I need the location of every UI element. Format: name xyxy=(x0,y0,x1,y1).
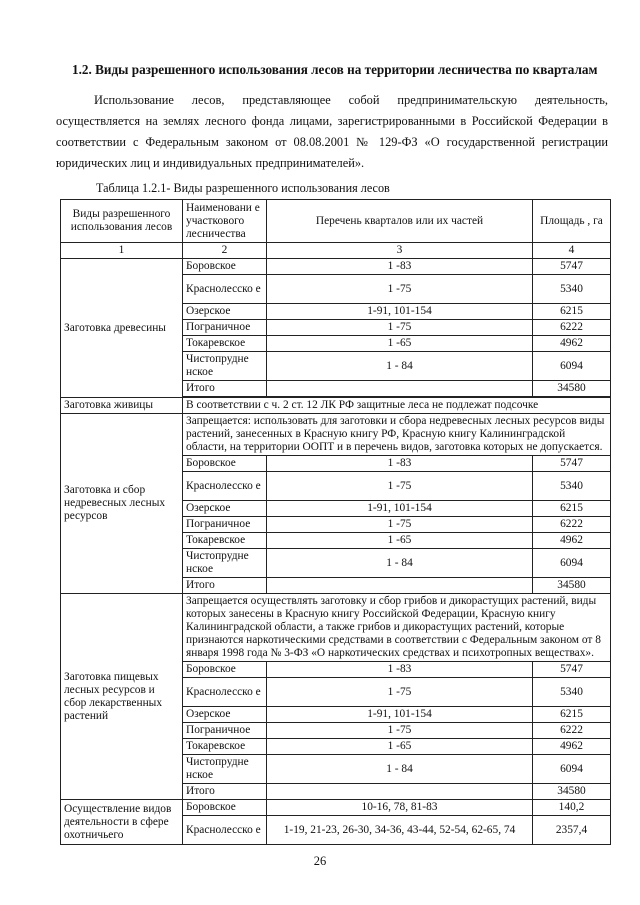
area-cell: 2357,4 xyxy=(533,816,611,845)
table-header-row xyxy=(61,200,611,243)
quarters-cell: 1 -65 xyxy=(267,739,533,755)
district-cell: Краснолесско е xyxy=(183,816,267,845)
table-row xyxy=(61,398,611,414)
header-use-type: Виды разрешенного использования лесов xyxy=(61,200,183,243)
area-cell: 6215 xyxy=(533,707,611,723)
use-type-food: Заготовка пищевых лесных ресурсов и сбор лекарственных растений xyxy=(61,594,183,800)
use-type-resin: Заготовка живицы xyxy=(61,398,183,414)
quarters-cell: 1 -75 xyxy=(267,517,533,533)
quarters-cell: 1-19, 21-23, 26-30, 34-36, 43-44, 52-54, 62-65, 74 xyxy=(267,816,533,845)
area-cell: 5747 xyxy=(533,456,611,472)
district-cell: Пограничное xyxy=(183,723,267,739)
district-cell: Чистопрудне нское xyxy=(183,755,267,784)
table-row xyxy=(61,800,611,816)
area-cell: 34580 xyxy=(533,578,611,594)
area-cell: 4962 xyxy=(533,739,611,755)
area-cell: 6222 xyxy=(533,320,611,336)
district-cell: Итого xyxy=(183,381,267,397)
forest-use-table xyxy=(60,199,611,845)
area-cell: 6094 xyxy=(533,352,611,381)
area-cell: 6094 xyxy=(533,549,611,578)
area-cell: 6222 xyxy=(533,517,611,533)
district-cell: Чистопрудне нское xyxy=(183,352,267,381)
quarters-cell: 1 - 84 xyxy=(267,549,533,578)
district-cell: Чистопрудне нское xyxy=(183,549,267,578)
column-number: 1 xyxy=(61,243,183,259)
area-cell: 5340 xyxy=(533,678,611,707)
district-cell: Пограничное xyxy=(183,320,267,336)
area-cell: 34580 xyxy=(533,784,611,800)
quarters-cell: 1-91, 101-154 xyxy=(267,501,533,517)
district-cell: Краснолесско е xyxy=(183,275,267,304)
area-cell: 34580 xyxy=(533,381,611,397)
district-cell: Озерское xyxy=(183,501,267,517)
area-cell: 4962 xyxy=(533,533,611,549)
district-cell: Краснолесско е xyxy=(183,678,267,707)
area-cell: 6094 xyxy=(533,755,611,784)
header-area: Площадь , га xyxy=(533,200,611,243)
district-cell: Боровское xyxy=(183,259,267,275)
district-cell: Токаревское xyxy=(183,739,267,755)
use-type-hunting: Осуществление видов деятельности в сфере охотничьего xyxy=(61,800,183,845)
district-cell: Боровское xyxy=(183,456,267,472)
district-cell: Токаревское xyxy=(183,533,267,549)
column-number: 2 xyxy=(183,243,267,259)
food-note: Запрещается осуществлять заготовку и сбор грибов и дикорастущих растений, виды которых занесены в Красную книгу Российской Федерации, Красную книгу Калининградской области, а также грибов и дикорастущих растений, которые признаются наркотическими средствами в соответствии с Федеральным законом от 8 января 1998 года № 3-ФЗ «О наркотических средствах и психотропных веществах». xyxy=(183,594,611,662)
quarters-cell: 10-16, 78, 81-83 xyxy=(267,800,533,816)
table-row xyxy=(61,259,611,275)
quarters-cell: 1 -75 xyxy=(267,678,533,707)
table-row xyxy=(61,414,611,456)
district-cell: Озерское xyxy=(183,304,267,320)
column-number: 4 xyxy=(533,243,611,259)
area-cell: 5747 xyxy=(533,259,611,275)
district-cell: Боровское xyxy=(183,662,267,678)
use-type-non-timber: Заготовка и сбор недревесных лесных ресурсов xyxy=(61,414,183,594)
area-cell: 4962 xyxy=(533,336,611,352)
district-cell: Токаревское xyxy=(183,336,267,352)
header-quarters: Перечень кварталов или их частей xyxy=(267,200,533,243)
district-cell: Пограничное xyxy=(183,517,267,533)
quarters-cell: 1 -83 xyxy=(267,662,533,678)
non-timber-note: Запрещается: использовать для заготовки и сбора недревесных лесных ресурсов виды растений, занесенных в Красную книгу РФ, Красную книгу Калининградской области, на территории ООПТ и в перечень видов, заготовка которых не допускается. xyxy=(183,414,611,456)
district-cell: Краснолесско е xyxy=(183,472,267,501)
quarters-cell: 1 -75 xyxy=(267,275,533,304)
table-caption: Таблица 1.2.1- Виды разрешенного использования лесов xyxy=(96,181,390,195)
header-district: Наименовани е участкового лесничества xyxy=(183,200,267,243)
use-type-timber: Заготовка древесины xyxy=(61,259,183,398)
column-number-row xyxy=(61,243,611,259)
quarters-cell xyxy=(267,381,533,397)
quarters-cell xyxy=(267,578,533,594)
table-row xyxy=(61,594,611,662)
column-number: 3 xyxy=(267,243,533,259)
quarters-cell: 1 - 84 xyxy=(267,352,533,381)
district-cell: Итого xyxy=(183,578,267,594)
resin-note: В соответствии с ч. 2 ст. 12 ЛК РФ защитные леса не подлежат подсочке xyxy=(183,398,611,414)
district-cell: Боровское xyxy=(183,800,267,816)
quarters-cell: 1 -65 xyxy=(267,533,533,549)
quarters-cell: 1-91, 101-154 xyxy=(267,304,533,320)
intro-paragraph: Использование лесов, представляющее собой предпринимательскую деятельность, осуществляется на землях лесного фонда лицами, зарегистрированными в Российской Федерации в соответствии с Федеральным законом от 08.08.2001 № 129-ФЗ «О государственной регистрации юридических лиц и индивидуальных предпринимателей». xyxy=(56,93,608,170)
page-number: 26 xyxy=(313,854,327,868)
area-cell: 6215 xyxy=(533,304,611,320)
area-cell: 5340 xyxy=(533,275,611,304)
quarters-cell xyxy=(267,784,533,800)
quarters-cell: 1 -75 xyxy=(267,723,533,739)
quarters-cell: 1 - 84 xyxy=(267,755,533,784)
quarters-cell: 1 -83 xyxy=(267,456,533,472)
area-cell: 5747 xyxy=(533,662,611,678)
quarters-cell: 1 -75 xyxy=(267,320,533,336)
quarters-cell: 1 -75 xyxy=(267,472,533,501)
district-cell: Озерское xyxy=(183,707,267,723)
quarters-cell: 1 -83 xyxy=(267,259,533,275)
area-cell: 5340 xyxy=(533,472,611,501)
quarters-cell: 1 -65 xyxy=(267,336,533,352)
quarters-cell: 1-91, 101-154 xyxy=(267,707,533,723)
area-cell: 6215 xyxy=(533,501,611,517)
area-cell: 6222 xyxy=(533,723,611,739)
area-cell: 140,2 xyxy=(533,800,611,816)
section-heading: 1.2. Виды разрешенного использования лесов на территории лесничества по кварталам xyxy=(72,62,598,77)
district-cell: Итого xyxy=(183,784,267,800)
